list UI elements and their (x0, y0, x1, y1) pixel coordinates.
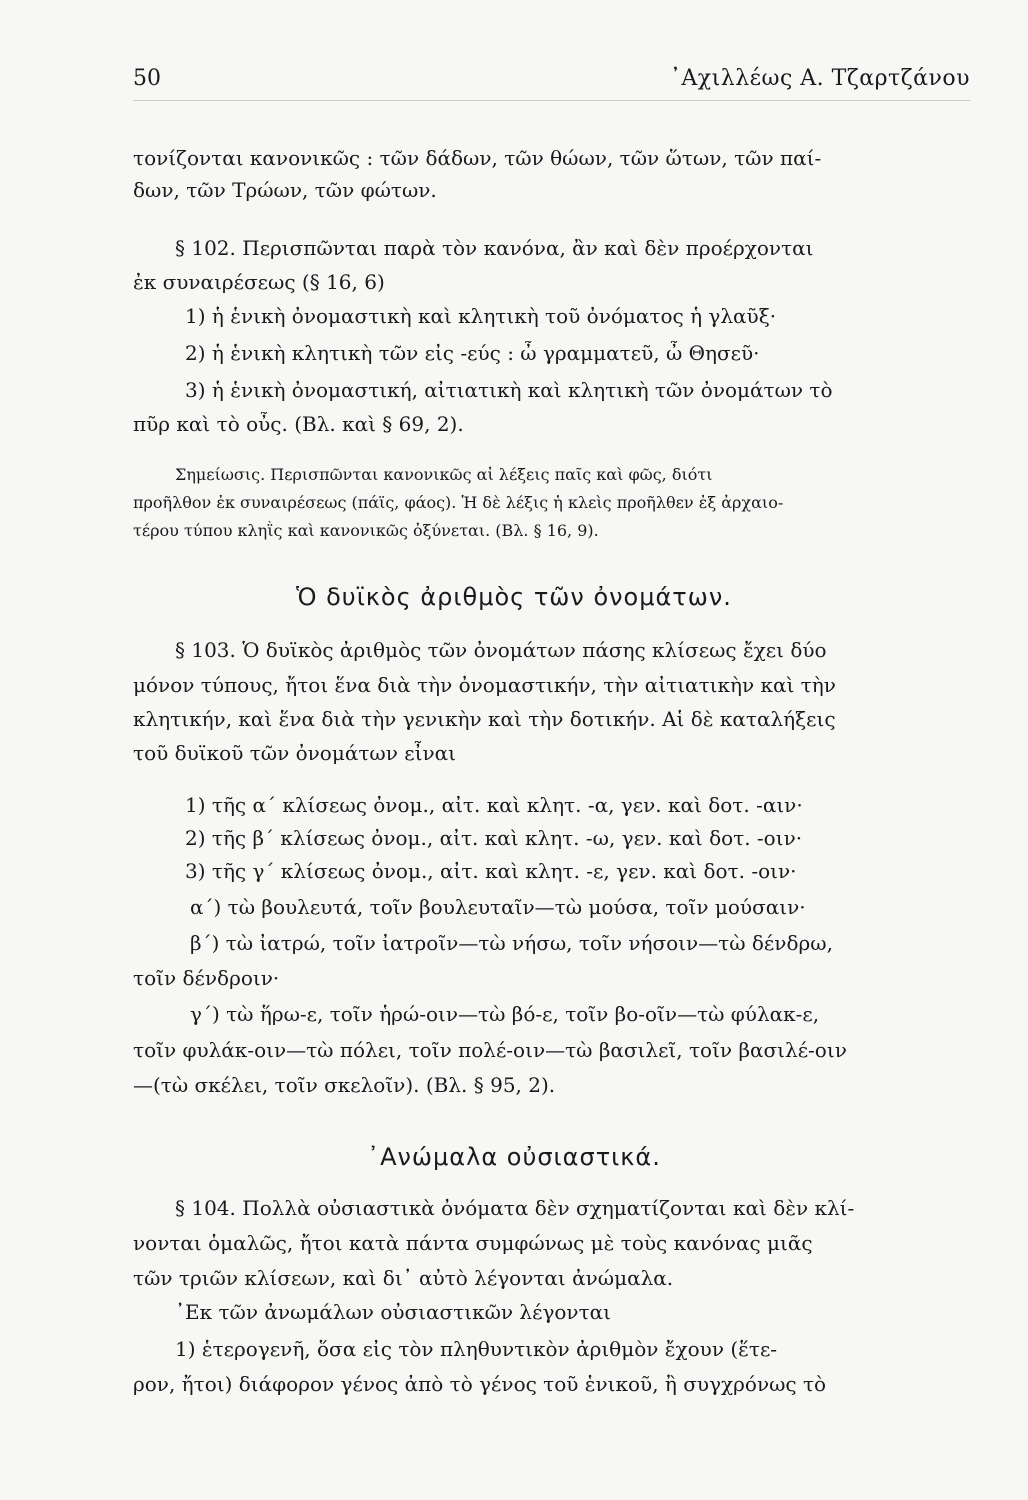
list-item: 2) ἡ ἑνικὴ κλητικὴ τῶν εἰς -εύς : ὦ γραμματεῦ, ὦ Θησεῦ· (185, 341, 760, 365)
section-heading-anomalous: ᾿Ανώμαλα οὐσιαστικά. (367, 1143, 661, 1171)
example-line: γ΄) τὼ ἥρω-ε, τοῖν ἡρώ-οιν—τὼ βό-ε, τοῖν βο-οῖν—τὼ φύλακ-ε, (190, 1002, 820, 1026)
running-title: ᾿Αχιλλέως Α. Τζαρτζάνου (669, 66, 970, 91)
section-103-start: § 103. Ὁ δυϊκὸς ἀριθμὸς τῶν ὀνομάτων πάσης κλίσεως ἔχει δύο (175, 638, 827, 662)
section-heading-dual: Ὁ δυϊκὸς ἀριθμὸς τῶν ὀνομάτων. (296, 583, 732, 611)
section-102-start: § 102. Περισπῶνται παρὰ τὸν κανόνα, ἂν καὶ δὲν προέρχονται (175, 236, 814, 260)
text-line: τῶν τριῶν κλίσεων, καὶ δι᾿ αὐτὸ λέγονται ἀνώμαλα. (133, 1266, 674, 1290)
header-rule (133, 100, 970, 101)
text-line: πῦρ καὶ τὸ οὖς. (Βλ. καὶ § 69, 2). (133, 412, 464, 436)
text-line: δων, τῶν Τρώων, τῶν φώτων. (133, 178, 437, 202)
list-item: 1) ἑτερογενῆ, ὅσα εἰς τὸν πληθυντικὸν ἀριθμὸν ἔχουν (ἕτε- (175, 1337, 778, 1361)
example-line: β΄) τὼ ἰατρώ, τοῖν ἰατροῖν—τὼ νήσω, τοῖν νήσοιν—τὼ δένδρω, (190, 931, 833, 955)
text-line: ἐκ συναιρέσεως (§ 16, 6) (133, 270, 385, 294)
page-number: 50 (133, 66, 161, 91)
section-104-start: § 104. Πολλὰ οὐσιαστικὰ ὀνόματα δὲν σχηματίζονται καὶ δὲν κλί- (175, 1196, 855, 1220)
text-line: τονίζονται κανονικῶς : τῶν δάδων, τῶν θώων, τῶν ὥτων, τῶν παί- (133, 146, 822, 170)
text-line: τοῦ δυϊκοῦ τῶν ὀνομάτων εἶναι (133, 741, 456, 765)
text-line: νονται ὁμαλῶς, ἤτοι κατὰ πάντα συμφώνως μὲ τοὺς κανόνας μιᾶς (133, 1231, 813, 1255)
list-item: 3) ἡ ἑνικὴ ὀνομαστική, αἰτιατικὴ καὶ κλητικὴ τῶν ὀνομάτων τὸ (185, 378, 833, 402)
list-item: 3) τῆς γ΄ κλίσεως ὀνομ., αἰτ. καὶ κλητ. -ε, γεν. καὶ δοτ. -οιν· (185, 859, 797, 883)
text-line: κλητικήν, καὶ ἕνα διὰ τὴν γενικὴν καὶ τὴν δοτικήν. Αἱ δὲ καταλήξεις (133, 707, 836, 731)
example-line: —(τὼ σκέλει, τοῖν σκελοῖν). (Βλ. § 95, 2). (133, 1073, 556, 1097)
list-item: 2) τῆς β΄ κλίσεως ὀνομ., αἰτ. καὶ κλητ. -ω, γεν. καὶ δοτ. -οιν· (185, 826, 803, 850)
example-line: τοῖν φυλάκ-οιν—τὼ πόλει, τοῖν πολέ-οιν—τὼ βασιλεῖ, τοῖν βασιλέ-οιν (133, 1038, 847, 1062)
example-line: τοῖν δένδροιν· (133, 966, 280, 990)
list-item: 1) ἡ ἑνικὴ ὀνομαστικὴ καὶ κλητικὴ τοῦ ὀνόματος ἡ γλαῦξ· (185, 304, 777, 328)
text-line: μόνον τύπους, ἤτοι ἕνα διὰ τὴν ὀνομαστικήν, τὴν αἰτιατικὴν καὶ τὴν (133, 673, 836, 697)
list-item: 1) τῆς α΄ κλίσεως ὀνομ., αἰτ. καὶ κλητ. -α, γεν. καὶ δοτ. -αιν· (185, 793, 803, 817)
text-line: ρον, ἤτοι) διάφορον γένος ἀπὸ τὸ γένος τοῦ ἑνικοῦ, ἢ συγχρόνως τὸ (133, 1372, 827, 1396)
example-line: α΄) τὼ βουλευτά, τοῖν βουλευταῖν—τὼ μούσα, τοῖν μούσαιν· (190, 895, 806, 919)
text-line: ᾿Εκ τῶν ἀνωμάλων οὐσιαστικῶν λέγονται (175, 1300, 612, 1324)
note-line: προῆλθον ἐκ συναιρέσεως (πάϊς, φάος). Ἡ δὲ λέξις ἡ κλεὶς προῆλθεν ἐξ ἀρχαιο- (133, 493, 784, 512)
note-line: Σημείωσις. Περισπῶνται κανονικῶς αἱ λέξεις παῖς καὶ φῶς, διότι (175, 465, 713, 484)
note-line: τέρου τύπου κληῒς καὶ κανονικῶς ὀξύνεται. (Βλ. § 16, 9). (133, 521, 599, 540)
